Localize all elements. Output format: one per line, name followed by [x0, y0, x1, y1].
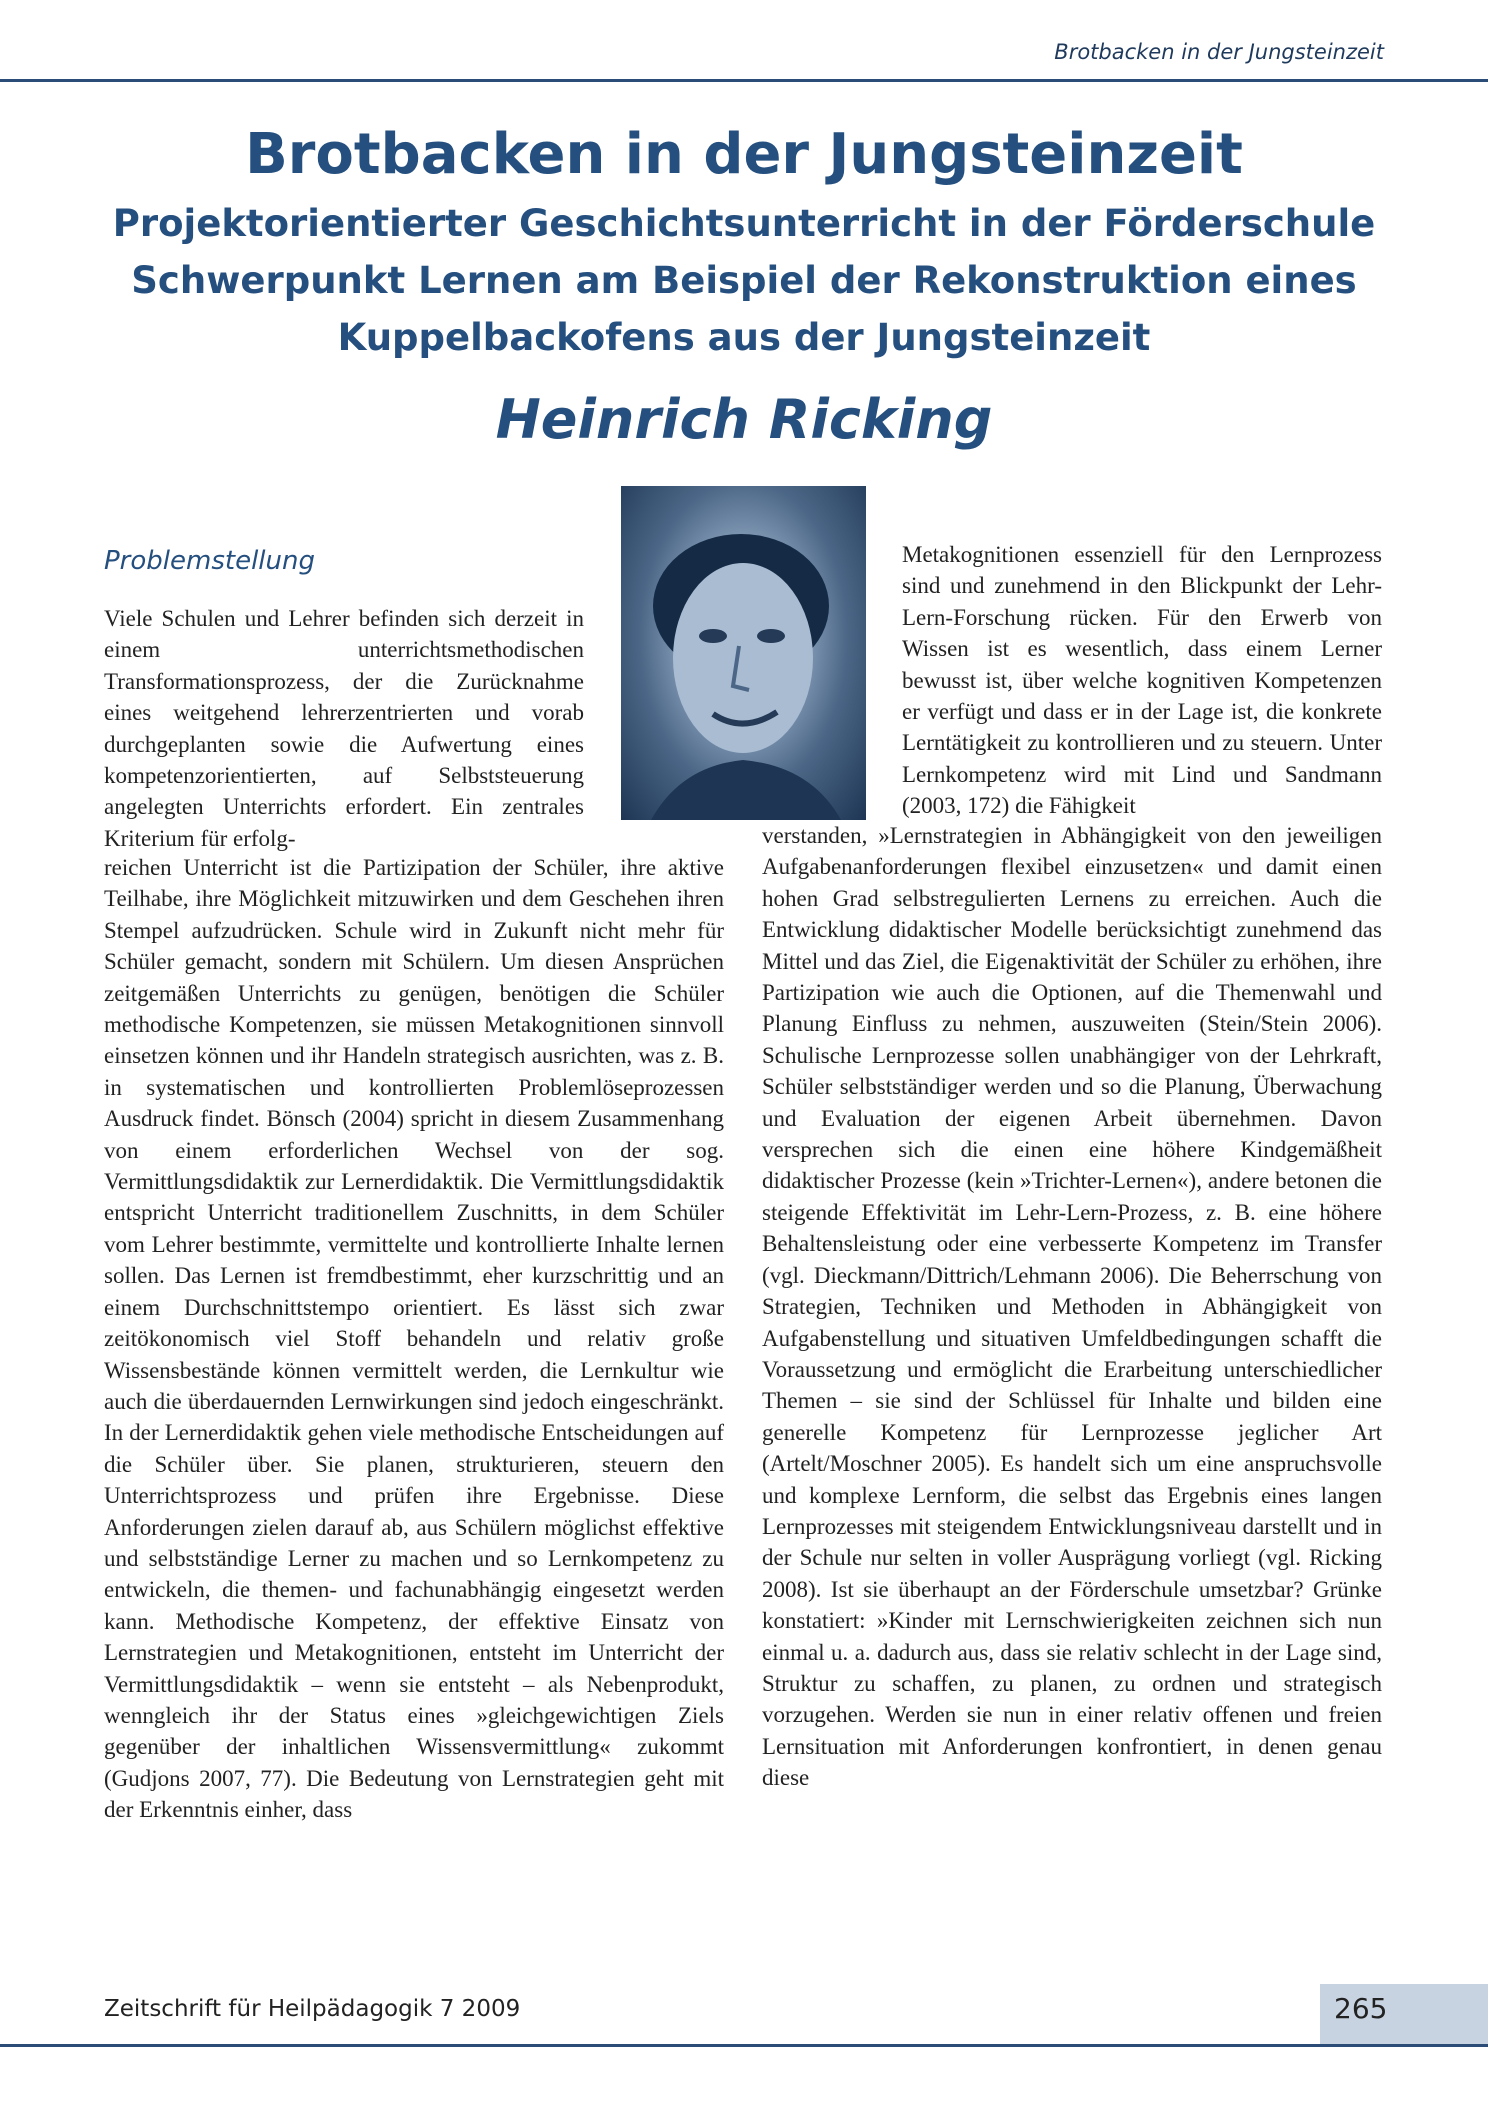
subtitle-line-1: Projektorientierter Geschichtsunterricht in der Förderschule — [112, 202, 1376, 245]
journal-citation: Zeitschrift für Heilpädagogik 7 2009 — [104, 1996, 521, 2022]
left-eye — [699, 629, 727, 643]
subtitle-line-3: Kuppelbackofens aus der Jungsteinzeit — [337, 316, 1151, 359]
author-name: Heinrich Ricking — [495, 388, 993, 451]
body-left-column-top: Viele Schulen und Lehrer befinden sich derzeit in einem unterrichtsmethodischen Transformationsprozess, der die Zurücknahme eines weitgehend lehrerzentrierten und vorab durchgeplanten sowie die Aufwertung eines kompetenzorientierten, auf Selbststeuerung angelegten Unterrichts erfordert. Ein zentrales Kriterium für erfolg- — [104, 606, 584, 851]
section-heading: Problemstellung — [104, 546, 315, 576]
header-rule — [0, 79, 1488, 82]
right-eye — [757, 629, 785, 643]
footer-rule — [0, 2044, 1488, 2047]
page-number: 265 — [1334, 1992, 1388, 2025]
running-title: Brotbacken in der Jungsteinzeit — [1054, 40, 1384, 64]
subtitle-line-2: Schwerpunkt Lernen am Beispiel der Rekonstruktion eines — [131, 259, 1357, 302]
author-portrait-icon — [621, 486, 866, 820]
body-right-column-bottom: verstanden, »Lernstrategien in Abhängigkeit von den jeweiligen Aufgabenanforderungen flexibel einzusetzen« und damit einen hohen Grad selbstregulierten Lernens zu erreichen. Auch die Entwicklung didaktischer Modelle berücksichtigt zunehmend das Mittel und das Ziel, die Eigenaktivität der Schüler zu erhöhen, ihre Partizipation wie auch die Optionen, auf die Themenwahl und Planung Einfluss zu nehmen, auszuweiten (Stein/Stein 2006). Schulische Lernprozesse sollen unabhängiger von der Lehrkraft, Schüler selbstständiger werden und so die Planung, Überwachung und Evaluation der eigenen Arbeit übernehmen. Davon versprechen sich die einen eine höhere Kindgemäßheit didaktischer Prozesse (kein »Trichter-Lernen«), andere betonen die steigende Effektivität im Lehr-Lern-Prozess, z. B. eine höhere Behaltensleistung oder eine verbesserte Kompetenz im Transfer (vgl. Dieckmann/Dittrich/Lehmann 2006). Die Beherrschung von Strategien, Techniken und Methoden in Abhängigkeit von Aufgabenstellung und situativen Umfeldbedingungen schafft die Voraussetzung und ermöglicht die Erarbeitung unterschiedlicher Themen – sie sind der Schlüssel für Inhalte und bilden eine generelle Kompetenz für Lernprozesse jeglicher Art (Artelt/Moschner 2005). Es handelt sich um eine anspruchsvolle und komplexe Lernform, die selbst das Ergebnis eines langen Lernprozesses mit steigendem Entwicklungsniveau darstellt und in der Schule nur selten in voller Ausprägung vorliegt (vgl. Ricking 2008). Ist sie überhaupt an der Förderschule umsetzbar? Grünke konstatiert: »Kinder mit Lernschwierigkeiten zeichnen sich nun einmal u. a. dadurch aus, dass sie relativ schlecht in der Lage sind, Struktur zu schaffen, zu planen, zu ordnen und strategisch vorzugehen. Werden sie nun in einer relativ offenen und freien Lernsituation mit Anforderungen konfrontiert, in denen genau diese — [762, 823, 1382, 1791]
body-left-column-bottom: reichen Unterricht ist die Partizipation der Schüler, ihre aktive Teilhabe, ihre Möglichkeit mitzuwirken und dem Geschehen ihren Stempel aufzudrücken. Schule wird in Zukunft nicht mehr für Schüler gemacht, sondern mit Schülern. Um diesen Ansprüchen zeitgemäßen Unterrichts zu genügen, benötigen die Schüler methodische Kompetenzen, sie müssen Metakognitionen sinnvoll einsetzen können und ihr Handeln strategisch ausrichten, was z. B. in systematischen und kontrollierten Problemlöseprozessen Ausdruck findet. Bönsch (2004) spricht in diesem Zusammenhang von einem erforderlichen Wechsel von der sog. Vermittlungsdidaktik zur Lernerdidaktik. Die Vermittlungsdidaktik entspricht Unterricht traditionellem Zuschnitts, in dem Schüler vom Lehrer bestimmte, vermittelte und kontrollierte Inhalte lernen sollen. Das Lernen ist fremdbestimmt, eher kurzschrittig und an einem Durchschnittstempo orientiert. Es lässt sich zwar zeitökonomisch viel Stoff behandeln und relativ große Wissensbestände können vermittelt werden, die Lernkultur wie auch die überdauernden Lernwirkungen sind jedoch eingeschränkt. In der Lernerdidaktik gehen viele methodische Entscheidungen auf die Schüler über. Sie planen, strukturieren, steuern den Unterrichtsprozess und prüfen ihre Ergebnisse. Diese Anforderungen zielen darauf ab, aus Schülern möglichst effektive und selbstständige Lerner zu machen und so Lernkompetenz zu entwickeln, die themen- und fachunabhängig eingesetzt werden kann. Methodische Kompetenz, der effektive Einsatz von Lernstrategien und Metakognitionen, entsteht im Unterricht der Vermittlungsdidaktik – wenn sie entsteht – als Nebenprodukt, wenngleich ihr der Status eines »gleichgewichtigen Ziels gegenüber der inhaltlichen Wissensvermittlung« zukommt (Gudjons 2007, 77). Die Bedeutung von Lernstrategien geht mit der Erkenntnis einher, dass — [104, 855, 724, 1823]
article-subtitle — [0, 195, 1488, 366]
article-title: Brotbacken in der Jungsteinzeit — [245, 122, 1243, 187]
shoulders — [651, 760, 841, 820]
body-right-column-top: Metakognitionen essenziell für den Lernprozess sind und zunehmend in den Blickpunkt der Lehr-Lern-Forschung rücken. Für den Erwerb von Wissen ist es wesentlich, dass einem Lerner bewusst ist, über welche kognitiven Kompetenzen er verfügt und dass er in der Lage ist, die konkrete Lerntätigkeit zu kontrollieren und zu steuern. Unter Lernkompetenz wird mit Lind und Sandmann (2003, 172) die Fähigkeit — [902, 542, 1382, 819]
author-photo — [621, 486, 866, 820]
